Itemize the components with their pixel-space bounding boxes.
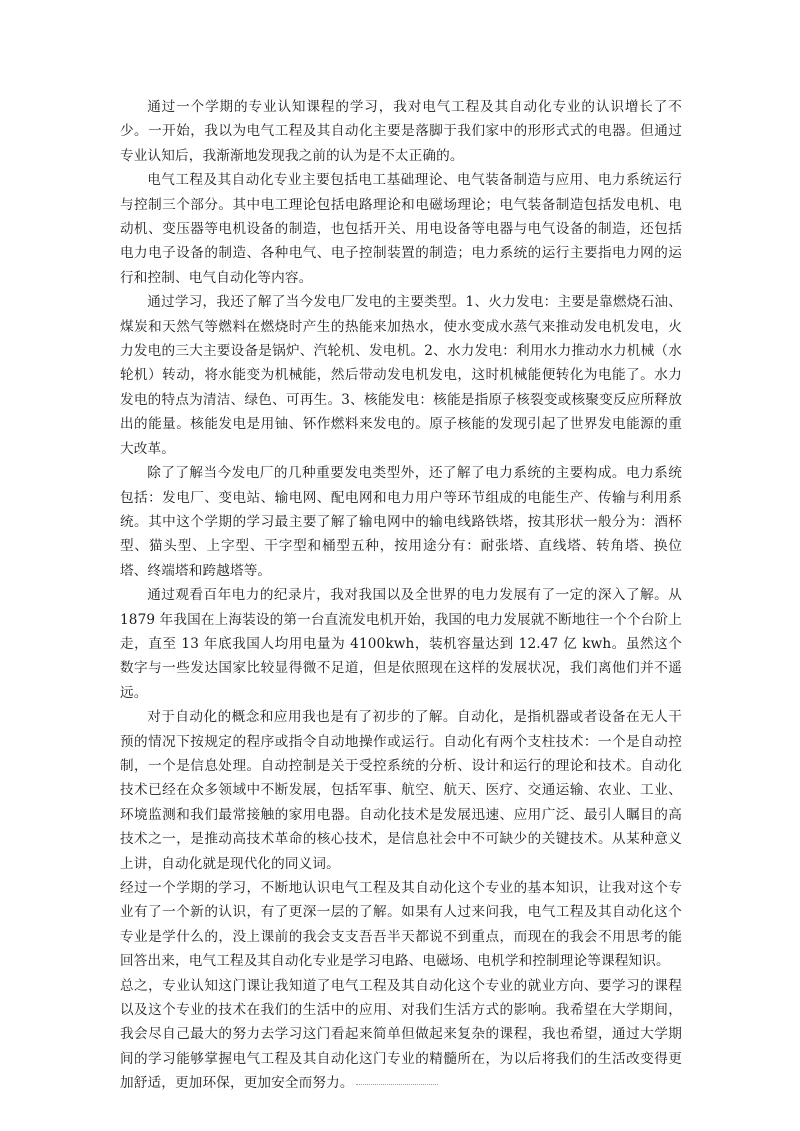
end-divider <box>356 1083 438 1085</box>
paragraph-reflection: 经过一个学期的学习，不断地认识电气工程及其自动化这个专业的基本知识，让我对这个专业有了一个新的认识，有了更深一层的了解。如果有人过来问我，电气工程及其自动化这个专业是学什么的，没上课前的我会支支吾吾半天都说不到重点，而现在的我会不用思考的能回答出来，电气工程及其自动化专业是学习电路、电磁场、电机学和控制理论等课程知识。 <box>120 880 682 970</box>
paragraph-conclusion-text: 总之，专业认知这门课让我知道了电气工程及其自动化这个专业的就业方向、要学习的课程以及这个专业的技术在我们的生活中的应用、对我们生活方式的影响。我希望在大学期间，我会尽自己最大的努力去学习这门看起来简单但做起来复杂的课程，我也希望，通过大学期间的学习能够掌握电气工程及其自动化这门专业的精髓所在，为以后将我们的生活改变得更加舒适，更加环保，更加安全而努力。 <box>120 977 682 1092</box>
paragraph-major-components: 电气工程及其自动化专业主要包括电工基础理论、电气装备制造与应用、电力系统运行与控制三个部分。其中电工理论包括电路理论和电磁场理论；电气装备制造包括发电机、电动机、变压器等电机设备的制造，也包括开关、用电设备等电器与电气设备的制造，还包括电力电子设备的制造、各种电气、电子控制装置的制造；电力系统的运行主要指电力网的运行和控制、电气自动化等内容。 <box>120 172 682 286</box>
document-page <box>120 95 682 1096</box>
paragraph-intro: 通过一个学期的专业认知课程的学习，我对电气工程及其自动化专业的认识增长了不少。一开始，我以为电气工程及其自动化主要是落脚于我们家中的形形式式的电器。但通过专业认知后，我渐渐地发现我之前的认为是不太正确的。 <box>120 99 682 164</box>
paragraph-automation: 对于自动化的概念和应用我也是有了初步的了解。自动化，是指机器或者设备在无人干预的情况下按规定的程序或指令自动地操作或运行。自动化有两个支柱技术：一个是自动控制，一个是信息处理。自动控制是关于受控系统的分析、设计和运行的理论和技术。自动化技术已经在众多领域中不断发展，包括军事、航空、航天、医疗、交通运输、农业、工业、环境监测和我们最常接触的家用电器。自动化技术是发展迅速、应用广泛、最引人瞩目的高技术之一，是推动高技术革命的核心技术，是信息社会中不可缺少的关键技术。从某种意义上讲，自动化就是现代化的同义词。 <box>120 709 682 872</box>
paragraph-conclusion <box>120 974 682 1096</box>
paragraph-power-history: 通过观看百年电力的纪录片，我对我国以及全世界的电力发展有了一定的深入了解。从 1879 年我国在上海装设的第一台直流发电机开始，我国的电力发展就不断地往一个个台阶上走，直至 13 年底我国人均用电量为 4100kwh，装机容量达到 12.47 亿 kwh。虽然这个数字与一些发达国家比较显得微不足道，但是依照现在这样的发展状况，我们离他们并不遥远。 <box>120 587 682 701</box>
paragraph-power-system: 除了了解当今发电厂的几种重要发电类型外，还了解了电力系统的主要构成。电力系统包括：发电厂、变电站、输电网、配电网和电力用户等环节组成的电能生产、传输与利用系统。其中这个学期的学习最主要了解了输电网中的输电线路铁塔，按其形状一般分为：酒杯型、猫头型、上字型、干字型和桶型五种，按用途分有：耐张塔、直线塔、转角塔、换位塔、终端塔和跨越塔等。 <box>120 465 682 579</box>
paragraph-power-generation-types: 通过学习，我还了解了当今发电厂发电的主要类型。1、火力发电：主要是靠燃烧石油、煤炭和天然气等燃料在燃烧时产生的热能来加热水，使水变成水蒸气来推动发电机发电，火力发电的三大主要设备是锅炉、汽轮机、发电机。2、水力发电：利用水力推动水力机械（水轮机）转动，将水能变为机械能，然后带动发电机发电，这时机械能便转化为电能了。水力发电的特点为清洁、绿色、可再生。3、核能发电：核能是指原子核裂变或核聚变反应所释放出的能量。核能发电是用铀、钚作燃料来发电的。原子核能的发现引起了世界发电能源的重大改革。 <box>120 294 682 457</box>
